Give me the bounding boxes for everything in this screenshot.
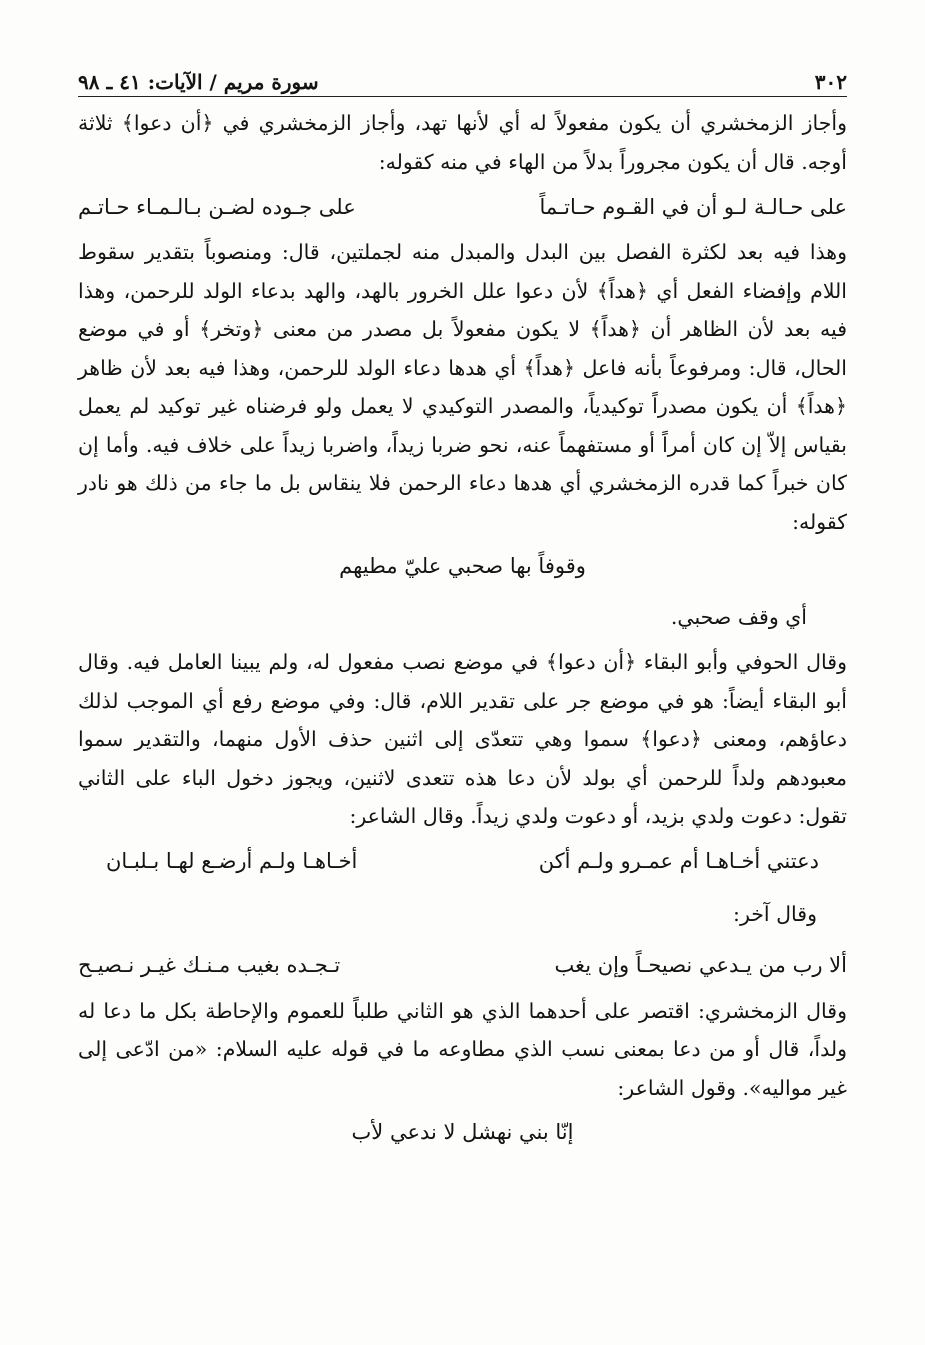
paragraph-2: وهذا فيه بعد لكثرة الفصل بين البدل والمبدل منه لجملتين، قال: ومنصوباً بتقدير سقوط اللام وإفضاء الفعل أي ﴿هداً﴾ لأن دعوا علل الخرور بالهد، والهد بدعاء الولد للرحمن، وهذا فيه بعد لأن الظاهر أن ﴿هداً﴾ لا يكون مفعولاً بل مصدر من معنى ﴿وتخر﴾ أو في موضع الحال، قال: ومرفوعاً بأنه فاعل ﴿هداً﴾ أي هدها دعاء الولد للرحمن، وهذا فيه بعد لأن ظاهر ﴿هداً﴾ أن يكون مصدراً توكيدياً، والمصدر التوكيدي لا يعمل ولو فرضناه غير توكيد لم يعمل بقياس إلاّ إن كان أمراً أو مستفهماً عنه، نحو ضربا زيداً، واضربا زيداً على خلاف فيه. وأما إن كان خبراً كما قدره الزمخشري أي هدها دعاء الرحمن فلا ينقاس بل ما جاء من ذلك هو نادر كقوله:: [78, 240, 847, 534]
verse-4: [78, 940, 847, 992]
paragraph-4: وقال الحوفي وأبو البقاء ﴿أن دعوا﴾ في موضع نصب مفعول له، ولم يبينا العامل فيه. وقال أبو البقاء أيضاً: هو في موضع جر على تقدير اللام، قال: وفي موضع رفع أي الموجب لذلك دعاؤهم، ومعنى ﴿دعوا﴾ سموا وهي تتعدّى إلى اثنين حذف الأول منهما، والتقدير سموا معبودهم ولداً للرحمن أي بولد لأن دعا هذه تتعدى لاثنين، ويجوز دخول الباء على الثاني تقول: دعوت ولدي بزيد، أو دعوت ولدي زيداً. وقال الشاعر:: [78, 650, 847, 828]
page-number: ٣٠٢: [814, 70, 847, 94]
verse-2: وقوفاً بها صحبي عليّ مطيهم: [339, 554, 586, 578]
paragraph-3: أي وقف صحبي.: [670, 605, 807, 629]
paragraph-1: وأجاز الزمخشري أن يكون مفعولاً له أي لأنها تهد، وأجاز الزمخشري في ﴿أن دعوا﴾ ثلاثة أوجه. قال أن يكون مجروراً بدلاً من الهاء في منه كقوله:: [78, 111, 847, 174]
verse-4-first-hemistich: ألا رب من يـدعي نصيحـاً وإن يغب: [554, 953, 847, 978]
verse-3-first-hemistich: دعتني أخـاهـا أم عمـرو ولـم أكن: [538, 849, 819, 874]
page-header: [78, 62, 847, 97]
verse-1-second-hemistich: على جـوده لضـن بـالـمـاء حـاتـم: [78, 194, 356, 219]
verse-3: [78, 836, 847, 888]
verse-3-second-hemistich: أخـاهـا ولـم أرضـع لهـا بـلبـان: [106, 849, 358, 874]
paragraph-6: وقال الزمخشري: اقتصر على أحدهما الذي هو الثاني طلباً للعموم والإحاطة بكل ما دعا له ولداً، قال أو من دعا بمعنى نسب الذي مطاوعه ما في قوله عليه السلام: «من ادّعى إلى غير مواليه». وقول الشاعر:: [78, 998, 847, 1100]
body-text: [78, 104, 847, 1157]
verse-1: [78, 181, 847, 233]
paragraph-5: وقال آخر:: [733, 901, 817, 926]
running-title: سورة مريم / الآيات: ٤١ ـ ٩٨: [78, 70, 319, 94]
verse-1-first-hemistich: على حـالـة لـو أن في القـوم حـاتـماً: [539, 194, 847, 219]
verse-5: إنّا بني نهشل لا ندعي لأب: [351, 1120, 574, 1144]
verse-4-second-hemistich: تـجـده بغيب مـنـك غيـر نـصيـح: [78, 953, 341, 978]
